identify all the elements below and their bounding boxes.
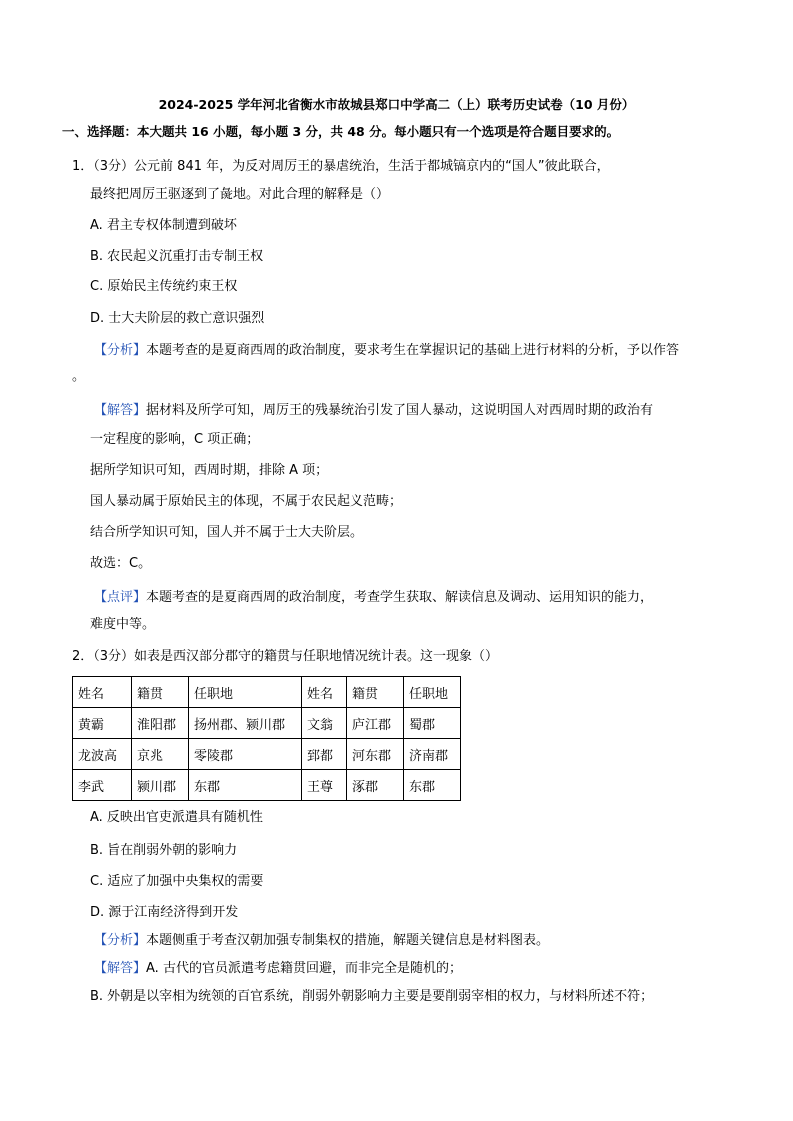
table-cell: 龙波高 <box>73 739 132 770</box>
table-cell: 扬州郡、颍川郡 <box>189 708 302 739</box>
q2-option-a: A. 反映出官吏派遣具有随机性 <box>90 810 263 825</box>
table-cell: 任职地 <box>404 677 461 708</box>
analysis-text: 本题侧重于考查汉朝加强专制集权的措施，解题关键信息是材料图表。 <box>146 933 550 948</box>
table-cell: 王尊 <box>302 770 347 801</box>
q2-answer-line2: B. 外朝是以宰相为统领的百官系统，削弱外朝影响力主要是要削弱宰相的权力，与材料所述不符； <box>90 989 654 1004</box>
analysis-tag: 【分析】 <box>94 343 147 358</box>
table-cell: 黄霸 <box>73 708 132 739</box>
table-cell: 郅都 <box>302 739 347 770</box>
q1-option-b: B. 农民起义沉重打击专制王权 <box>90 249 264 264</box>
table-cell: 姓名 <box>302 677 347 708</box>
q2-stem: 2．（3分）如表是西汉部分郡守的籍贯与任职地情况统计表。这一现象（） <box>72 649 499 664</box>
table-row <box>73 739 461 770</box>
table-cell: 东郡 <box>404 770 461 801</box>
q2-option-c: C. 适应了加强中央集权的需要 <box>90 874 264 889</box>
q1-comment <box>94 589 653 607</box>
analysis-tag: 【分析】 <box>94 933 147 948</box>
q1-option-c: C. 原始民主传统约束王权 <box>90 279 238 294</box>
table-cell: 庐江郡 <box>347 708 404 739</box>
table-cell: 淮阳郡 <box>132 708 189 739</box>
answer-tag: 【解答】 <box>94 961 147 976</box>
table-cell: 东郡 <box>189 770 302 801</box>
q2-data-table <box>72 676 461 801</box>
section-heading: 一、选择题：本大题共 16 小题，每小题 3 分，共 48 分。每小题只有一个选项是符合题目要求的。 <box>62 124 620 139</box>
table-row <box>73 677 461 708</box>
q1-answer-line2: 一定程度的影响，C 项正确； <box>90 432 260 447</box>
q2-answer <box>94 960 462 978</box>
answer-tag: 【解答】 <box>94 403 147 418</box>
table-cell: 文翁 <box>302 708 347 739</box>
table-cell: 颍川郡 <box>132 770 189 801</box>
answer-line1: A. 古代的官员派遣考虑籍贯回避，而非完全是随机的； <box>146 961 462 976</box>
table-cell: 任职地 <box>189 677 302 708</box>
q1-answer-line3: 据所学知识可知，西周时期，排除 A 项； <box>90 463 329 478</box>
q1-analysis <box>94 342 679 360</box>
comment-tag: 【点评】 <box>94 590 147 605</box>
q1-analysis-cont: 。 <box>72 369 86 384</box>
table-row <box>73 708 461 739</box>
table-cell: 零陵郡 <box>189 739 302 770</box>
answer-line1: 据材料及所学可知，周厉王的残暴统治引发了国人暴动，这说明国人对西周时期的政治有 <box>146 403 654 418</box>
q1-option-a: A. 君主专权体制遭到破坏 <box>90 218 237 233</box>
q2-option-d: D. 源于江南经济得到开发 <box>90 905 239 920</box>
page-title: 2024-2025 学年河北省衡水市故城县郑口中学高二（上）联考历史试卷（10 月份） <box>158 97 635 112</box>
table-row <box>73 770 461 801</box>
q1-answer-line6: 故选：C。 <box>90 556 152 571</box>
table-cell: 蜀郡 <box>404 708 461 739</box>
q1-option-d: D. 士大夫阶层的救亡意识强烈 <box>90 311 265 326</box>
table-cell: 姓名 <box>73 677 132 708</box>
table-cell: 籍贯 <box>132 677 189 708</box>
table-cell: 李武 <box>73 770 132 801</box>
q2-analysis <box>94 932 549 950</box>
q1-answer-line5: 结合所学知识可知，国人并不属于士大夫阶层。 <box>90 525 364 540</box>
q1-stem-line2: 最终把周厉王驱逐到了彘地。对此合理的解释是（） <box>90 187 390 202</box>
q1-stem-line1: 1．（3分）公元前 841 年，为反对周厉王的暴虐统治，生活于都城镐京内的“国人”彼此联合， <box>72 159 610 174</box>
table-cell: 河东郡 <box>347 739 404 770</box>
table-cell: 济南郡 <box>404 739 461 770</box>
q1-comment-cont: 难度中等。 <box>90 617 156 632</box>
comment-text: 本题考查的是夏商西周的政治制度，考查学生获取、解读信息及调动、运用知识的能力， <box>146 590 654 605</box>
q1-answer-line4: 国人暴动属于原始民主的体现，不属于农民起义范畴； <box>90 494 403 509</box>
table-cell: 涿郡 <box>347 770 404 801</box>
analysis-text: 本题考查的是夏商西周的政治制度，要求考生在掌握识记的基础上进行材料的分析，予以作答 <box>146 343 680 358</box>
table-cell: 京兆 <box>132 739 189 770</box>
table-cell: 籍贯 <box>347 677 404 708</box>
q1-answer <box>94 402 653 420</box>
q2-option-b: B. 旨在削弱外朝的影响力 <box>90 843 238 858</box>
